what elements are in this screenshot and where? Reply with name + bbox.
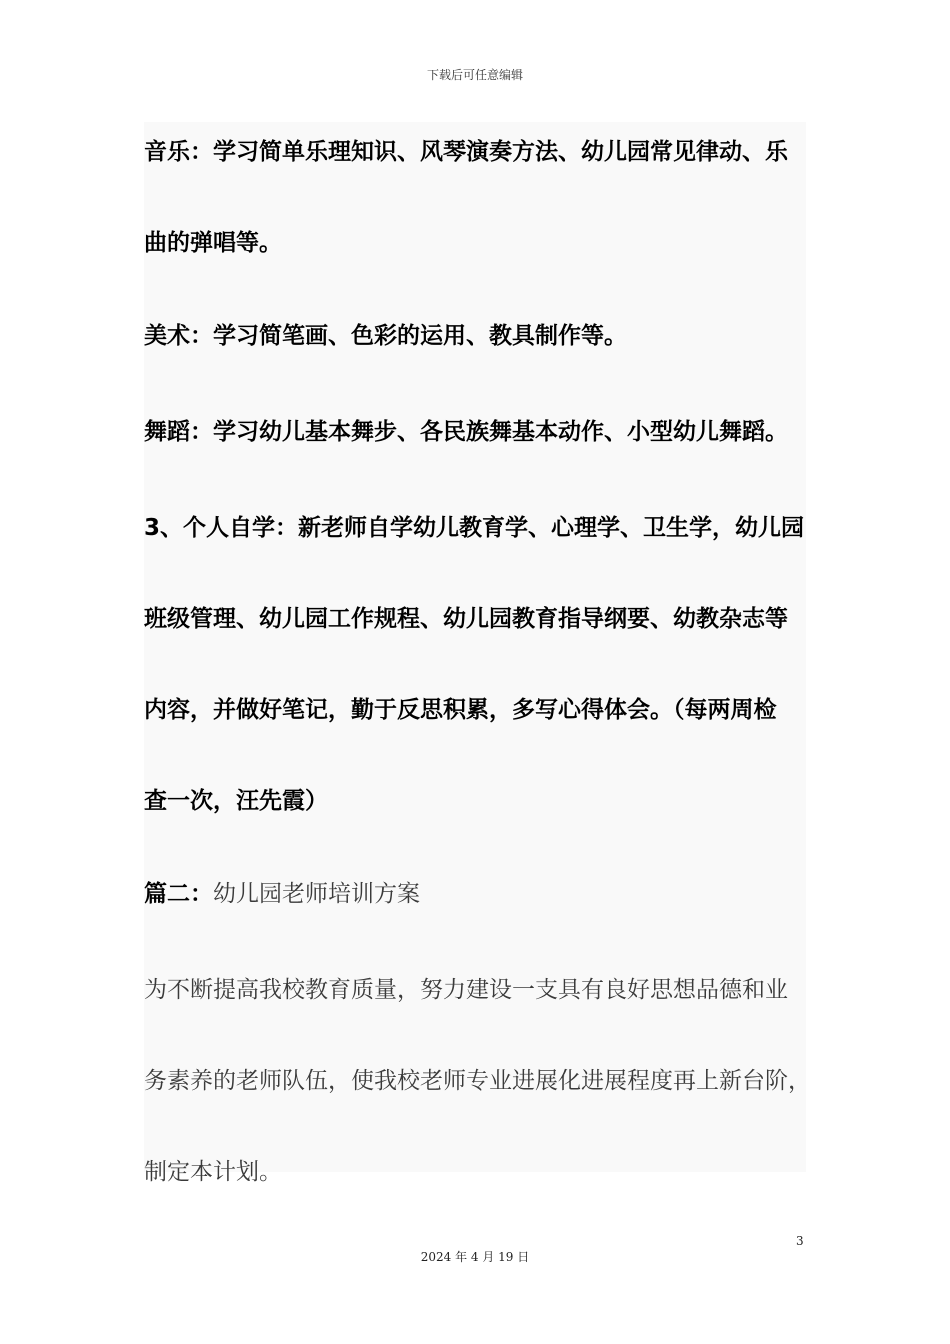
section-heading — [144, 849, 806, 940]
paragraph-self-study-line-2: 班级管理、幼儿园工作规程、幼儿园教育指导纲要、幼教杂志等 — [144, 606, 788, 632]
paragraph-music-line-2: 曲的弹唱等。 — [144, 230, 282, 256]
footer-date: 2024 年 4 月 19 日 — [420, 1250, 530, 1264]
paragraph-intro-line-1: 为不断提高我校教育质量，努力建设一支具有良好思想品德和业 — [144, 977, 788, 1003]
header-note: 下载后可任意编辑 — [426, 68, 523, 82]
page-number: 3 — [796, 1234, 804, 1248]
paragraph-self-study-line-3: 内容，并做好笔记，勤于反思积累，多写心得体会。（每两周检 — [144, 697, 777, 723]
paragraph-self-study-line-4: 查一次，汪先霞） — [144, 788, 328, 814]
paragraph-self-study-line-1: 3、个人自学：新老师自学幼儿教育学、心理学、卫生学，幼儿园 — [144, 515, 805, 541]
section-title: 幼儿园老师培训方案 — [213, 881, 420, 907]
document-body — [144, 122, 811, 1185]
paragraph-art: 美术：学习简笔画、色彩的运用、教具制作等。 — [144, 323, 627, 349]
paragraph-intro-line-2: 务素养的老师队伍，使我校老师专业进展化进展程度再上新台阶， — [144, 1068, 811, 1094]
paragraph-dance: 舞蹈：学习幼儿基本舞步、各民族舞基本动作、小型幼儿舞蹈。 — [144, 419, 788, 445]
section-label: 篇二： — [144, 881, 213, 907]
paragraph-intro-line-3: 制定本计划。 — [144, 1159, 282, 1185]
paragraph-music-line-1: 音乐：学习简单乐理知识、风琴演奏方法、幼儿园常见律动、乐 — [144, 139, 788, 165]
